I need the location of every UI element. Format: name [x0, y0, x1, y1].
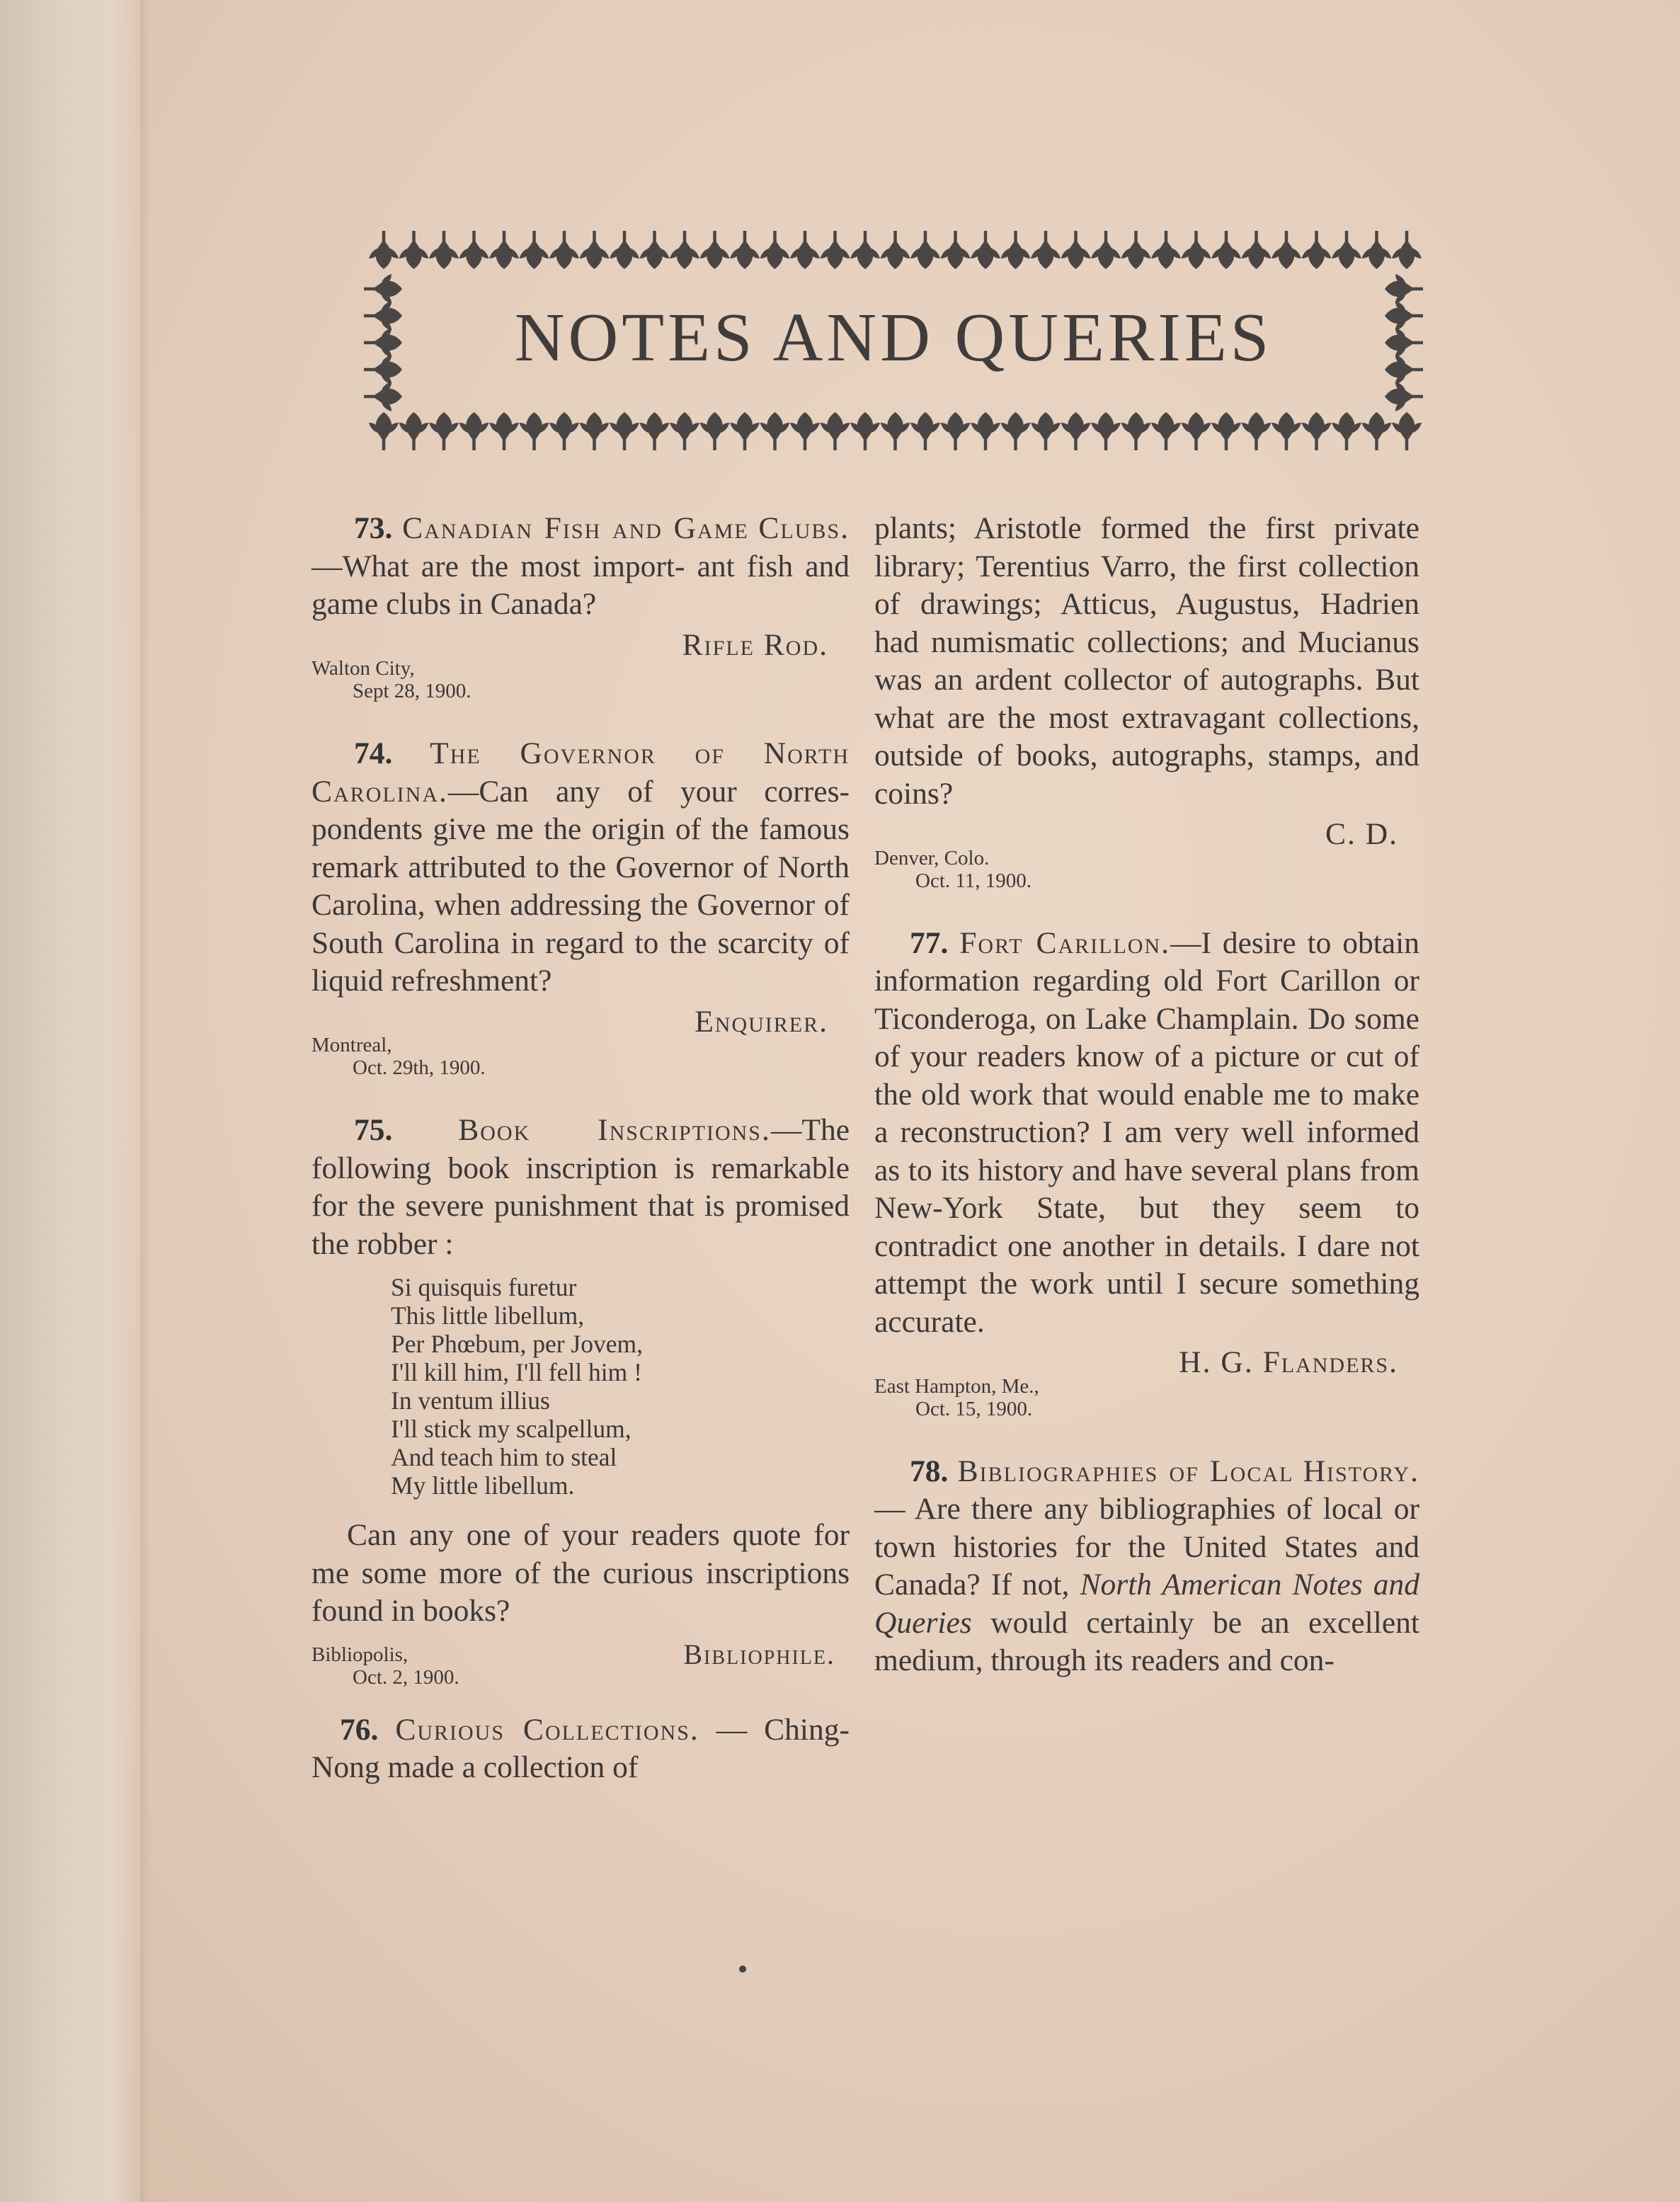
ornament-leaf — [1211, 412, 1241, 450]
entry-heading: Canadian Fish and Game — [402, 511, 749, 545]
ornament-leaf — [850, 412, 880, 450]
ornament-leaf — [399, 412, 429, 450]
entry-text-cont: pondents give me the origin of the famous remark attributed to the Governor of North Carolina, when addressing the Governor of South Carolina in regard to the scarcity of liquid refreshment? — [312, 812, 850, 998]
ornament-leaf — [1151, 412, 1181, 450]
ornament-leaf — [459, 412, 489, 450]
ornament-leaf — [640, 412, 670, 450]
ornament-leaf — [1182, 412, 1211, 450]
ornament-leaf — [1242, 412, 1272, 450]
verse-line: And teach him to steal — [391, 1443, 617, 1471]
ornament-leaf — [1272, 412, 1301, 450]
ornament-leaf — [549, 412, 579, 450]
ornament-leaf — [910, 231, 940, 269]
ornament-leaf — [821, 231, 850, 269]
ornament-leaf — [489, 412, 519, 450]
verse-line: In ventum illius — [391, 1386, 550, 1415]
entry-heading: Book Inscriptions. — [458, 1113, 771, 1147]
ornament-leaf — [489, 231, 519, 269]
ornament-leaf — [700, 412, 730, 450]
entry-heading: The Governor of North — [430, 736, 850, 770]
ornament-leaf — [881, 412, 910, 450]
ornament-leaf — [1121, 412, 1151, 450]
ornament-leaf — [520, 412, 549, 450]
ornament-leaf — [1385, 382, 1423, 411]
header-ornament-frame — [362, 225, 1424, 456]
ornament-leaf — [760, 231, 790, 269]
entry-heading: Fort Carillon. — [959, 925, 1171, 960]
ornament-leaf — [941, 231, 971, 269]
location-date: Sept 28, 1900. — [353, 680, 472, 702]
ornament-leaf — [640, 231, 670, 269]
ornament-leaf — [1362, 412, 1392, 450]
binding-shadow — [140, 0, 150, 2202]
ornament-leaf — [1392, 412, 1422, 450]
right-column — [874, 510, 1419, 1680]
ornament-leaf — [1061, 412, 1091, 450]
ink-speck — [739, 1966, 746, 1973]
verse-line: This little libellum, — [391, 1301, 585, 1330]
ornament-leaf — [881, 231, 910, 269]
entry-heading-cont: Clubs. — [758, 511, 850, 545]
ornament-leaf — [1242, 231, 1272, 269]
ornament-leaf — [790, 412, 820, 450]
location-place: Montreal, — [312, 1034, 392, 1056]
query-77 — [874, 925, 1419, 1420]
entry-location — [312, 1638, 850, 1689]
ornament-leaf — [1121, 231, 1151, 269]
ornament-leaf — [1332, 412, 1361, 450]
entry-text: plants; Aristotle formed the first private library; Terentius Varro, the first collection of drawings; Atticus, Augustus, Hadrien had numismatic collections; and Mucianus was an ardent collector of autographs. But what are the most extravagant collections, outside of books, autographs, stamps, and coins? — [874, 511, 1419, 811]
verse-line: Si quisquis furetur — [391, 1273, 577, 1301]
ornament-leaf — [1001, 412, 1031, 450]
left-column — [312, 510, 850, 1787]
ornament-leaf — [429, 412, 459, 450]
journal-title: North American Notes and Queries — [874, 1568, 1419, 1640]
ornament-leaf — [730, 231, 760, 269]
ornament-leaf — [1332, 231, 1361, 269]
query-75 — [312, 1112, 850, 1689]
ornament-leaf — [1182, 231, 1211, 269]
ornament-leaf — [610, 412, 639, 450]
ornament-leaf — [670, 231, 699, 269]
entry-heading: Bibliographies of Local — [957, 1454, 1294, 1488]
ornament-leaf — [1385, 274, 1423, 304]
ornament-leaf — [1091, 231, 1121, 269]
ornament-leaf — [821, 412, 850, 450]
ornament-leaf — [520, 231, 549, 269]
entry-signature: H. G. Flanders. — [1179, 1345, 1398, 1379]
ornament-leaf — [364, 274, 402, 304]
inscription-verse — [391, 1273, 850, 1500]
ornament-leaf — [1151, 231, 1181, 269]
verse-line: My little libellum. — [391, 1471, 575, 1500]
ornament-leaf — [580, 231, 610, 269]
entry-number: 77. — [910, 925, 949, 960]
query-78 — [874, 1453, 1419, 1680]
ornament-leaf — [580, 412, 610, 450]
entry-signature: Bibliophile. — [683, 1638, 835, 1670]
entry-heading-cont: Carolina. — [312, 774, 448, 809]
ornament-leaf — [790, 231, 820, 269]
entry-signature: Rifle Rod. — [682, 627, 828, 662]
page-title: NOTES AND QUERIES — [514, 300, 1273, 376]
ornament-leaf — [1302, 231, 1332, 269]
location-place: Bibliopolis, — [312, 1643, 408, 1666]
entry-text: —Can any of your corres- — [447, 774, 850, 809]
ornament-leaf — [1031, 412, 1061, 450]
ornament-leaf — [910, 412, 940, 450]
entry-number: 75. — [354, 1113, 393, 1147]
ornament-leaf — [1001, 231, 1031, 269]
location-date: Oct. 11, 1900. — [915, 869, 1032, 892]
ornament-leaf — [971, 231, 1000, 269]
entry-text: —I desire to obtain information regarding old Fort Carillon or Ticonderoga, on Lake Champlain. Do some of your readers know of a picture or cut of the old work that would enable me to make a reconstruction? I am very well informed as to its history and have several plans from New-York State, but they seem to contradict one another in details. I dare not attempt the work until I secure something accurate. — [874, 925, 1419, 1339]
ornament-leaf — [1302, 412, 1332, 450]
ornament-leaf — [850, 231, 880, 269]
query-76 — [312, 1711, 850, 1787]
entry-text: —The following book inscription is remarkable for the severe punishment that is promised the robber : — [312, 1113, 850, 1261]
entry-number: 76. — [340, 1712, 379, 1747]
ornament-leaf — [700, 231, 730, 269]
entry-text-cont: would certainly be an excellent medium, through its readers and con- — [874, 1605, 1419, 1677]
entry-text-cont: Can any one of your readers quote for me some more of the curious inscriptions found in books? — [312, 1518, 850, 1628]
binding-edge — [0, 0, 142, 2202]
entry-heading-cont: History. — [1303, 1454, 1420, 1488]
ornament-leaf — [399, 231, 429, 269]
entry-number: 78. — [910, 1454, 949, 1488]
entry-text-cont: ant fish and game clubs in Canada? — [312, 549, 850, 621]
location-date: Oct. 29th, 1900. — [353, 1056, 486, 1079]
entry-signature: C. D. — [1325, 817, 1398, 851]
ornament-leaf — [1392, 231, 1422, 269]
ornament-leaf — [369, 231, 399, 269]
location-place: Denver, Colo. — [874, 846, 990, 869]
verse-line: Per Phœbum, per Jovem, — [391, 1330, 643, 1358]
location-place: East Hampton, Me., — [874, 1374, 1039, 1398]
ornament-leaf — [971, 412, 1000, 450]
query-74 — [312, 735, 850, 1079]
entry-text: — Ching-Nong made a collection of — [312, 1712, 850, 1784]
ornament-leaf — [429, 231, 459, 269]
ornament-leaf — [1061, 231, 1091, 269]
entry-text: —What are the most import- — [312, 549, 685, 583]
location-date: Oct. 2, 1900. — [353, 1665, 459, 1689]
ornament-leaf — [1031, 231, 1061, 269]
ornament-leaf — [369, 412, 399, 450]
ornament-leaf — [670, 412, 699, 450]
location-date: Oct. 15, 1900. — [915, 1397, 1033, 1420]
ornament-leaf — [610, 231, 639, 269]
query-73 — [312, 510, 850, 702]
entry-number: 74. — [354, 736, 393, 770]
ornament-leaf — [730, 412, 760, 450]
entry-heading: Curious Collections. — [395, 1712, 699, 1747]
ornament-leaf — [760, 412, 790, 450]
ornament-leaf — [941, 412, 971, 450]
ornament-leaf — [1091, 412, 1121, 450]
query-76-continued — [874, 510, 1419, 892]
entry-number: 73. — [354, 511, 393, 545]
ornament-leaf — [1211, 231, 1241, 269]
ornament-leaf — [549, 231, 579, 269]
entry-text: — Are there any bibliographies of local or town histories for the United States and Canada? If not, — [874, 1492, 1419, 1602]
ornament-leaf — [459, 231, 489, 269]
ornament-leaf — [1272, 231, 1301, 269]
ornament-leaf — [364, 382, 402, 411]
entry-signature: Enquirer. — [695, 1004, 828, 1039]
verse-line: I'll kill him, I'll fell him ! — [391, 1358, 642, 1386]
verse-line: I'll stick my scalpellum, — [391, 1415, 632, 1443]
location-place: Walton City, — [312, 657, 415, 680]
ornament-leaf — [1362, 231, 1392, 269]
